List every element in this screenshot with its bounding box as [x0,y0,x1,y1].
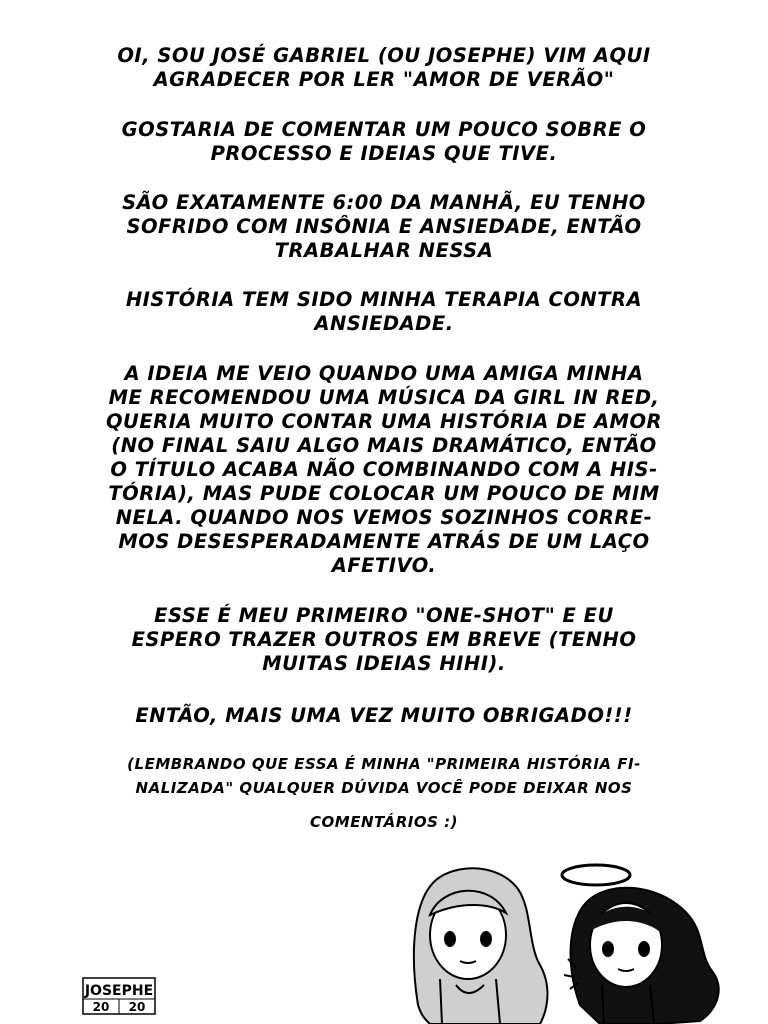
right-character-drawing [562,865,719,1024]
paragraph-one-shot: ESSE É MEU PRIMEIRO "ONE-SHOT" E EU ESPERO TRAZER OUTROS EM BREVE (TENHO MUITAS IDEIAS HIHI). [131,604,637,675]
two-characters-illustration [400,855,740,1024]
left-character-drawing [414,868,548,1024]
paragraph-thanks: ENTÃO, MAIS UMA VEZ MUITO OBRIGADO!!! [135,704,633,727]
paragraph-intro: GOSTARIA DE COMENTAR UM POUCO SOBRE O PROCESSO E IDEIAS QUE TIVE. [121,118,647,165]
svg-text:20: 20 [128,1000,146,1014]
paragraph-greeting: OI, SOU JOSÉ GABRIEL (OU JOSEPHE) VIM AQUI AGRADECER POR LER "AMOR DE VERÃO" [117,44,651,91]
paragraph-note: (LEMBRANDO QUE ESSA É MINHA "PRIMEIRA HISTÓRIA FI- NALIZADA" QUALQUER DÚVIDA VOCÊ PODE DEIXAR NOS [127,755,641,797]
paragraph-time: SÃO EXATAMENTE 6:00 DA MANHÃ, EU TENHO SOFRIDO COM INSÔNIA E ANSIEDADE, ENTÃO TRABALHAR NESSA [122,191,646,262]
paragraph-therapy: HISTÓRIA TEM SIDO MINHA TERAPIA CONTRA ANSIEDADE. [125,288,643,335]
svg-text:20: 20 [92,1000,110,1014]
svg-text:JOSEPHE: JOSEPHE [84,983,154,999]
signature-stamp [82,977,156,1015]
paragraph-comments: COMENTÁRIOS :) [310,813,458,831]
paragraph-idea: A IDEIA ME VEIO QUANDO UMA AMIGA MINHA ME RECOMENDOU UMA MÚSICA DA GIRL IN RED, QUERIA MUITO CONTAR UMA HISTÓRIA DE AMOR (NO FINAL SAIU ALGO MAIS DRAMÁTICO, ENTÃO O TÍTULO ACABA NÃO COMBINANDO COM A HIS- TÓRIA), MAS PUDE COLOCAR UM POUCO DE MIM NELA. QUANDO NOS VEMOS SOZINHOS CORRE- MOS DESESPERADAMENTE ATRÁS DE UM LAÇO AFETIVO. [105,362,663,577]
